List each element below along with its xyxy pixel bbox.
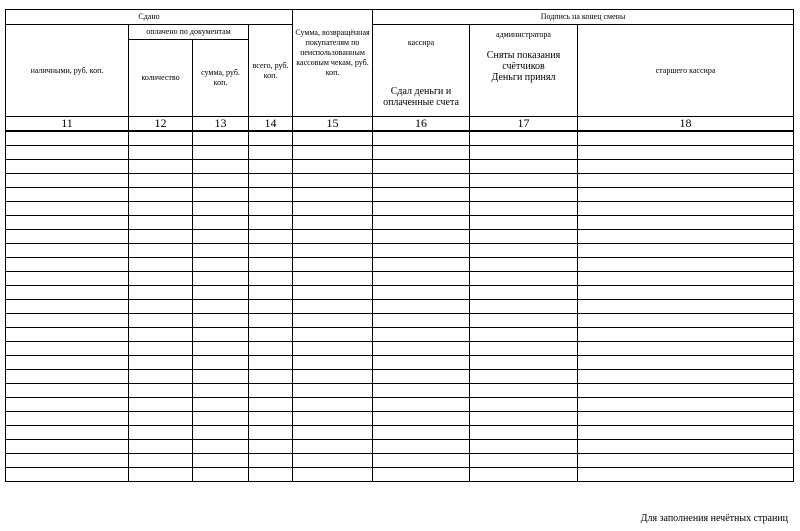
blank-cell <box>129 426 193 440</box>
blank-cell <box>193 244 249 258</box>
blank-cell <box>373 216 470 230</box>
blank-cell <box>249 300 293 314</box>
blank-cell <box>373 468 470 482</box>
blank-cell <box>6 286 129 300</box>
blank-cell <box>578 174 794 188</box>
column-numbers-row <box>6 117 794 132</box>
blank-cell <box>470 370 578 384</box>
paid-by-documents-header: оплачено по документам <box>129 25 249 40</box>
blank-cell <box>470 146 578 160</box>
blank-cell <box>293 440 373 454</box>
blank-cell <box>578 131 794 146</box>
blank-cell <box>293 174 373 188</box>
blank-cell <box>6 174 129 188</box>
blank-cell <box>373 426 470 440</box>
blank-cell <box>373 300 470 314</box>
blank-cell <box>6 412 129 426</box>
blank-cell <box>129 230 193 244</box>
blank-cell <box>470 426 578 440</box>
blank-cell <box>249 216 293 230</box>
blank-cell <box>249 188 293 202</box>
blank-cell <box>578 244 794 258</box>
blank-cell <box>578 216 794 230</box>
blank-cell <box>578 202 794 216</box>
cash-header: наличными, руб. коп. <box>6 25 129 117</box>
blank-cell <box>193 174 249 188</box>
blank-cell <box>578 412 794 426</box>
blank-cell <box>193 216 249 230</box>
blank-cell <box>373 131 470 146</box>
blank-cell <box>249 244 293 258</box>
blank-cell <box>293 412 373 426</box>
blank-row <box>6 272 794 286</box>
blank-cell <box>293 328 373 342</box>
blank-cell <box>6 258 129 272</box>
column-number: 13 <box>193 117 249 132</box>
blank-cell <box>129 131 193 146</box>
blank-cell <box>293 272 373 286</box>
blank-rows <box>6 131 794 482</box>
blank-cell <box>6 202 129 216</box>
blank-cell <box>129 454 193 468</box>
blank-cell <box>470 188 578 202</box>
blank-cell <box>193 356 249 370</box>
blank-cell <box>129 146 193 160</box>
blank-cell <box>470 258 578 272</box>
blank-cell <box>6 300 129 314</box>
blank-cell <box>373 286 470 300</box>
blank-cell <box>293 384 373 398</box>
blank-cell <box>249 160 293 174</box>
blank-cell <box>193 440 249 454</box>
blank-cell <box>373 230 470 244</box>
blank-cell <box>249 356 293 370</box>
blank-cell <box>129 342 193 356</box>
blank-cell <box>193 342 249 356</box>
blank-cell <box>193 160 249 174</box>
blank-row <box>6 468 794 482</box>
cash-register-journal-table <box>5 9 794 482</box>
blank-cell <box>578 230 794 244</box>
blank-cell <box>470 244 578 258</box>
blank-row <box>6 454 794 468</box>
blank-cell <box>6 188 129 202</box>
blank-cell <box>373 202 470 216</box>
blank-cell <box>470 202 578 216</box>
blank-cell <box>578 342 794 356</box>
blank-cell <box>129 356 193 370</box>
blank-cell <box>470 342 578 356</box>
blank-cell <box>373 258 470 272</box>
blank-cell <box>129 328 193 342</box>
blank-cell <box>6 356 129 370</box>
blank-cell <box>249 384 293 398</box>
blank-cell <box>373 454 470 468</box>
blank-cell <box>470 131 578 146</box>
blank-cell <box>193 328 249 342</box>
blank-cell <box>193 188 249 202</box>
handed-over-header: Сдано <box>6 10 293 25</box>
blank-cell <box>129 468 193 482</box>
blank-cell <box>249 412 293 426</box>
blank-row <box>6 188 794 202</box>
blank-cell <box>129 398 193 412</box>
blank-cell <box>293 426 373 440</box>
blank-cell <box>6 146 129 160</box>
blank-cell <box>373 342 470 356</box>
blank-cell <box>578 440 794 454</box>
blank-row <box>6 216 794 230</box>
cashier-label: кассира <box>407 37 435 47</box>
blank-cell <box>6 468 129 482</box>
blank-cell <box>293 244 373 258</box>
blank-cell <box>470 314 578 328</box>
blank-cell <box>578 188 794 202</box>
blank-cell <box>249 370 293 384</box>
blank-cell <box>470 230 578 244</box>
blank-cell <box>293 454 373 468</box>
blank-cell <box>293 258 373 272</box>
blank-cell <box>293 230 373 244</box>
administrator-signature-header <box>470 25 578 117</box>
blank-cell <box>193 272 249 286</box>
cashier-note: Сдал деньги и оплаченные счета <box>383 85 459 108</box>
blank-cell <box>470 454 578 468</box>
blank-cell <box>249 272 293 286</box>
blank-cell <box>293 300 373 314</box>
blank-cell <box>129 272 193 286</box>
blank-cell <box>6 160 129 174</box>
blank-cell <box>293 216 373 230</box>
blank-row <box>6 202 794 216</box>
blank-cell <box>578 356 794 370</box>
blank-cell <box>373 412 470 426</box>
blank-cell <box>6 314 129 328</box>
column-number: 15 <box>293 117 373 132</box>
blank-row <box>6 342 794 356</box>
administrator-note-readings: Сняты показания счётчиков <box>486 49 561 72</box>
blank-cell <box>470 300 578 314</box>
blank-cell <box>6 244 129 258</box>
blank-cell <box>193 202 249 216</box>
blank-cell <box>249 342 293 356</box>
blank-cell <box>373 440 470 454</box>
blank-cell <box>193 398 249 412</box>
blank-cell <box>578 328 794 342</box>
blank-cell <box>129 244 193 258</box>
blank-cell <box>578 370 794 384</box>
blank-cell <box>470 412 578 426</box>
blank-cell <box>129 286 193 300</box>
blank-cell <box>249 440 293 454</box>
blank-cell <box>373 272 470 286</box>
blank-cell <box>470 356 578 370</box>
blank-cell <box>578 286 794 300</box>
blank-cell <box>470 440 578 454</box>
blank-cell <box>249 146 293 160</box>
blank-cell <box>293 286 373 300</box>
administrator-note-money: Деньги принял <box>491 71 556 83</box>
blank-cell <box>578 426 794 440</box>
blank-cell <box>578 454 794 468</box>
blank-cell <box>293 468 373 482</box>
amount-header: сумма, руб. коп. <box>193 40 249 117</box>
quantity-header: количество <box>129 40 193 117</box>
blank-cell <box>249 230 293 244</box>
blank-cell <box>249 286 293 300</box>
blank-cell <box>470 272 578 286</box>
blank-cell <box>293 342 373 356</box>
blank-cell <box>293 160 373 174</box>
blank-cell <box>470 286 578 300</box>
blank-cell <box>373 244 470 258</box>
blank-cell <box>193 131 249 146</box>
blank-row <box>6 300 794 314</box>
blank-cell <box>193 300 249 314</box>
blank-cell <box>373 370 470 384</box>
blank-cell <box>193 370 249 384</box>
blank-row <box>6 146 794 160</box>
blank-cell <box>373 160 470 174</box>
blank-cell <box>129 314 193 328</box>
blank-row <box>6 384 794 398</box>
blank-cell <box>373 384 470 398</box>
blank-cell <box>6 370 129 384</box>
blank-cell <box>6 398 129 412</box>
blank-cell <box>129 202 193 216</box>
column-number: 16 <box>373 117 470 132</box>
blank-cell <box>470 216 578 230</box>
column-number: 14 <box>249 117 293 132</box>
blank-cell <box>193 286 249 300</box>
blank-cell <box>193 258 249 272</box>
blank-cell <box>293 356 373 370</box>
blank-cell <box>129 188 193 202</box>
blank-cell <box>129 370 193 384</box>
blank-cell <box>373 328 470 342</box>
total-header: всего, руб. коп. <box>249 25 293 117</box>
blank-cell <box>293 202 373 216</box>
blank-row <box>6 426 794 440</box>
blank-cell <box>249 202 293 216</box>
blank-cell <box>249 314 293 328</box>
blank-cell <box>293 370 373 384</box>
blank-cell <box>293 146 373 160</box>
blank-cell <box>193 146 249 160</box>
column-number: 12 <box>129 117 193 132</box>
blank-row <box>6 174 794 188</box>
administrator-label: администратора <box>496 29 551 39</box>
blank-cell <box>470 328 578 342</box>
blank-cell <box>6 131 129 146</box>
blank-cell <box>249 328 293 342</box>
blank-row <box>6 244 794 258</box>
blank-row <box>6 258 794 272</box>
blank-cell <box>129 384 193 398</box>
blank-cell <box>193 468 249 482</box>
blank-cell <box>249 258 293 272</box>
blank-cell <box>249 426 293 440</box>
blank-cell <box>249 174 293 188</box>
blank-cell <box>470 468 578 482</box>
blank-row <box>6 131 794 146</box>
blank-cell <box>6 454 129 468</box>
blank-cell <box>129 440 193 454</box>
blank-cell <box>6 230 129 244</box>
signature-end-of-shift-header: Подпись на конец смены <box>373 10 794 25</box>
blank-cell <box>129 412 193 426</box>
blank-cell <box>193 412 249 426</box>
blank-cell <box>293 398 373 412</box>
blank-cell <box>578 146 794 160</box>
blank-cell <box>129 216 193 230</box>
blank-cell <box>6 384 129 398</box>
blank-row <box>6 398 794 412</box>
blank-cell <box>293 314 373 328</box>
senior-cashier-signature-header: старшего кассира <box>578 25 794 117</box>
returned-amount-header: Сумма, возвращённая покупателям по неиспользованным кассовым чекам, руб. коп. <box>293 10 373 117</box>
blank-cell <box>249 468 293 482</box>
blank-cell <box>373 174 470 188</box>
blank-cell <box>129 174 193 188</box>
blank-cell <box>578 300 794 314</box>
blank-cell <box>373 356 470 370</box>
blank-cell <box>6 440 129 454</box>
blank-cell <box>193 384 249 398</box>
blank-cell <box>578 314 794 328</box>
blank-cell <box>6 216 129 230</box>
blank-row <box>6 412 794 426</box>
blank-row <box>6 230 794 244</box>
blank-cell <box>578 384 794 398</box>
blank-cell <box>193 426 249 440</box>
blank-cell <box>373 314 470 328</box>
blank-row <box>6 286 794 300</box>
blank-cell <box>470 160 578 174</box>
blank-cell <box>470 398 578 412</box>
blank-cell <box>470 174 578 188</box>
blank-cell <box>293 131 373 146</box>
blank-row <box>6 314 794 328</box>
blank-cell <box>373 188 470 202</box>
blank-cell <box>129 160 193 174</box>
blank-row <box>6 328 794 342</box>
blank-cell <box>129 258 193 272</box>
blank-cell <box>578 258 794 272</box>
blank-cell <box>193 230 249 244</box>
blank-cell <box>6 328 129 342</box>
blank-cell <box>470 384 578 398</box>
blank-cell <box>249 454 293 468</box>
blank-row <box>6 370 794 384</box>
blank-row <box>6 160 794 174</box>
blank-cell <box>373 146 470 160</box>
blank-cell <box>249 131 293 146</box>
blank-cell <box>129 300 193 314</box>
blank-cell <box>6 342 129 356</box>
blank-cell <box>293 188 373 202</box>
blank-cell <box>578 468 794 482</box>
blank-cell <box>578 272 794 286</box>
cashier-signature-header <box>373 25 470 117</box>
blank-cell <box>193 314 249 328</box>
column-number: 17 <box>470 117 578 132</box>
blank-cell <box>373 398 470 412</box>
odd-pages-note: Для заполнения нечётных страниц <box>640 513 788 524</box>
blank-cell <box>578 398 794 412</box>
blank-cell <box>193 454 249 468</box>
blank-cell <box>6 426 129 440</box>
blank-cell <box>249 398 293 412</box>
blank-row <box>6 440 794 454</box>
blank-cell <box>6 272 129 286</box>
column-number: 18 <box>578 117 794 132</box>
blank-row <box>6 356 794 370</box>
column-number: 11 <box>6 117 129 132</box>
blank-cell <box>578 160 794 174</box>
